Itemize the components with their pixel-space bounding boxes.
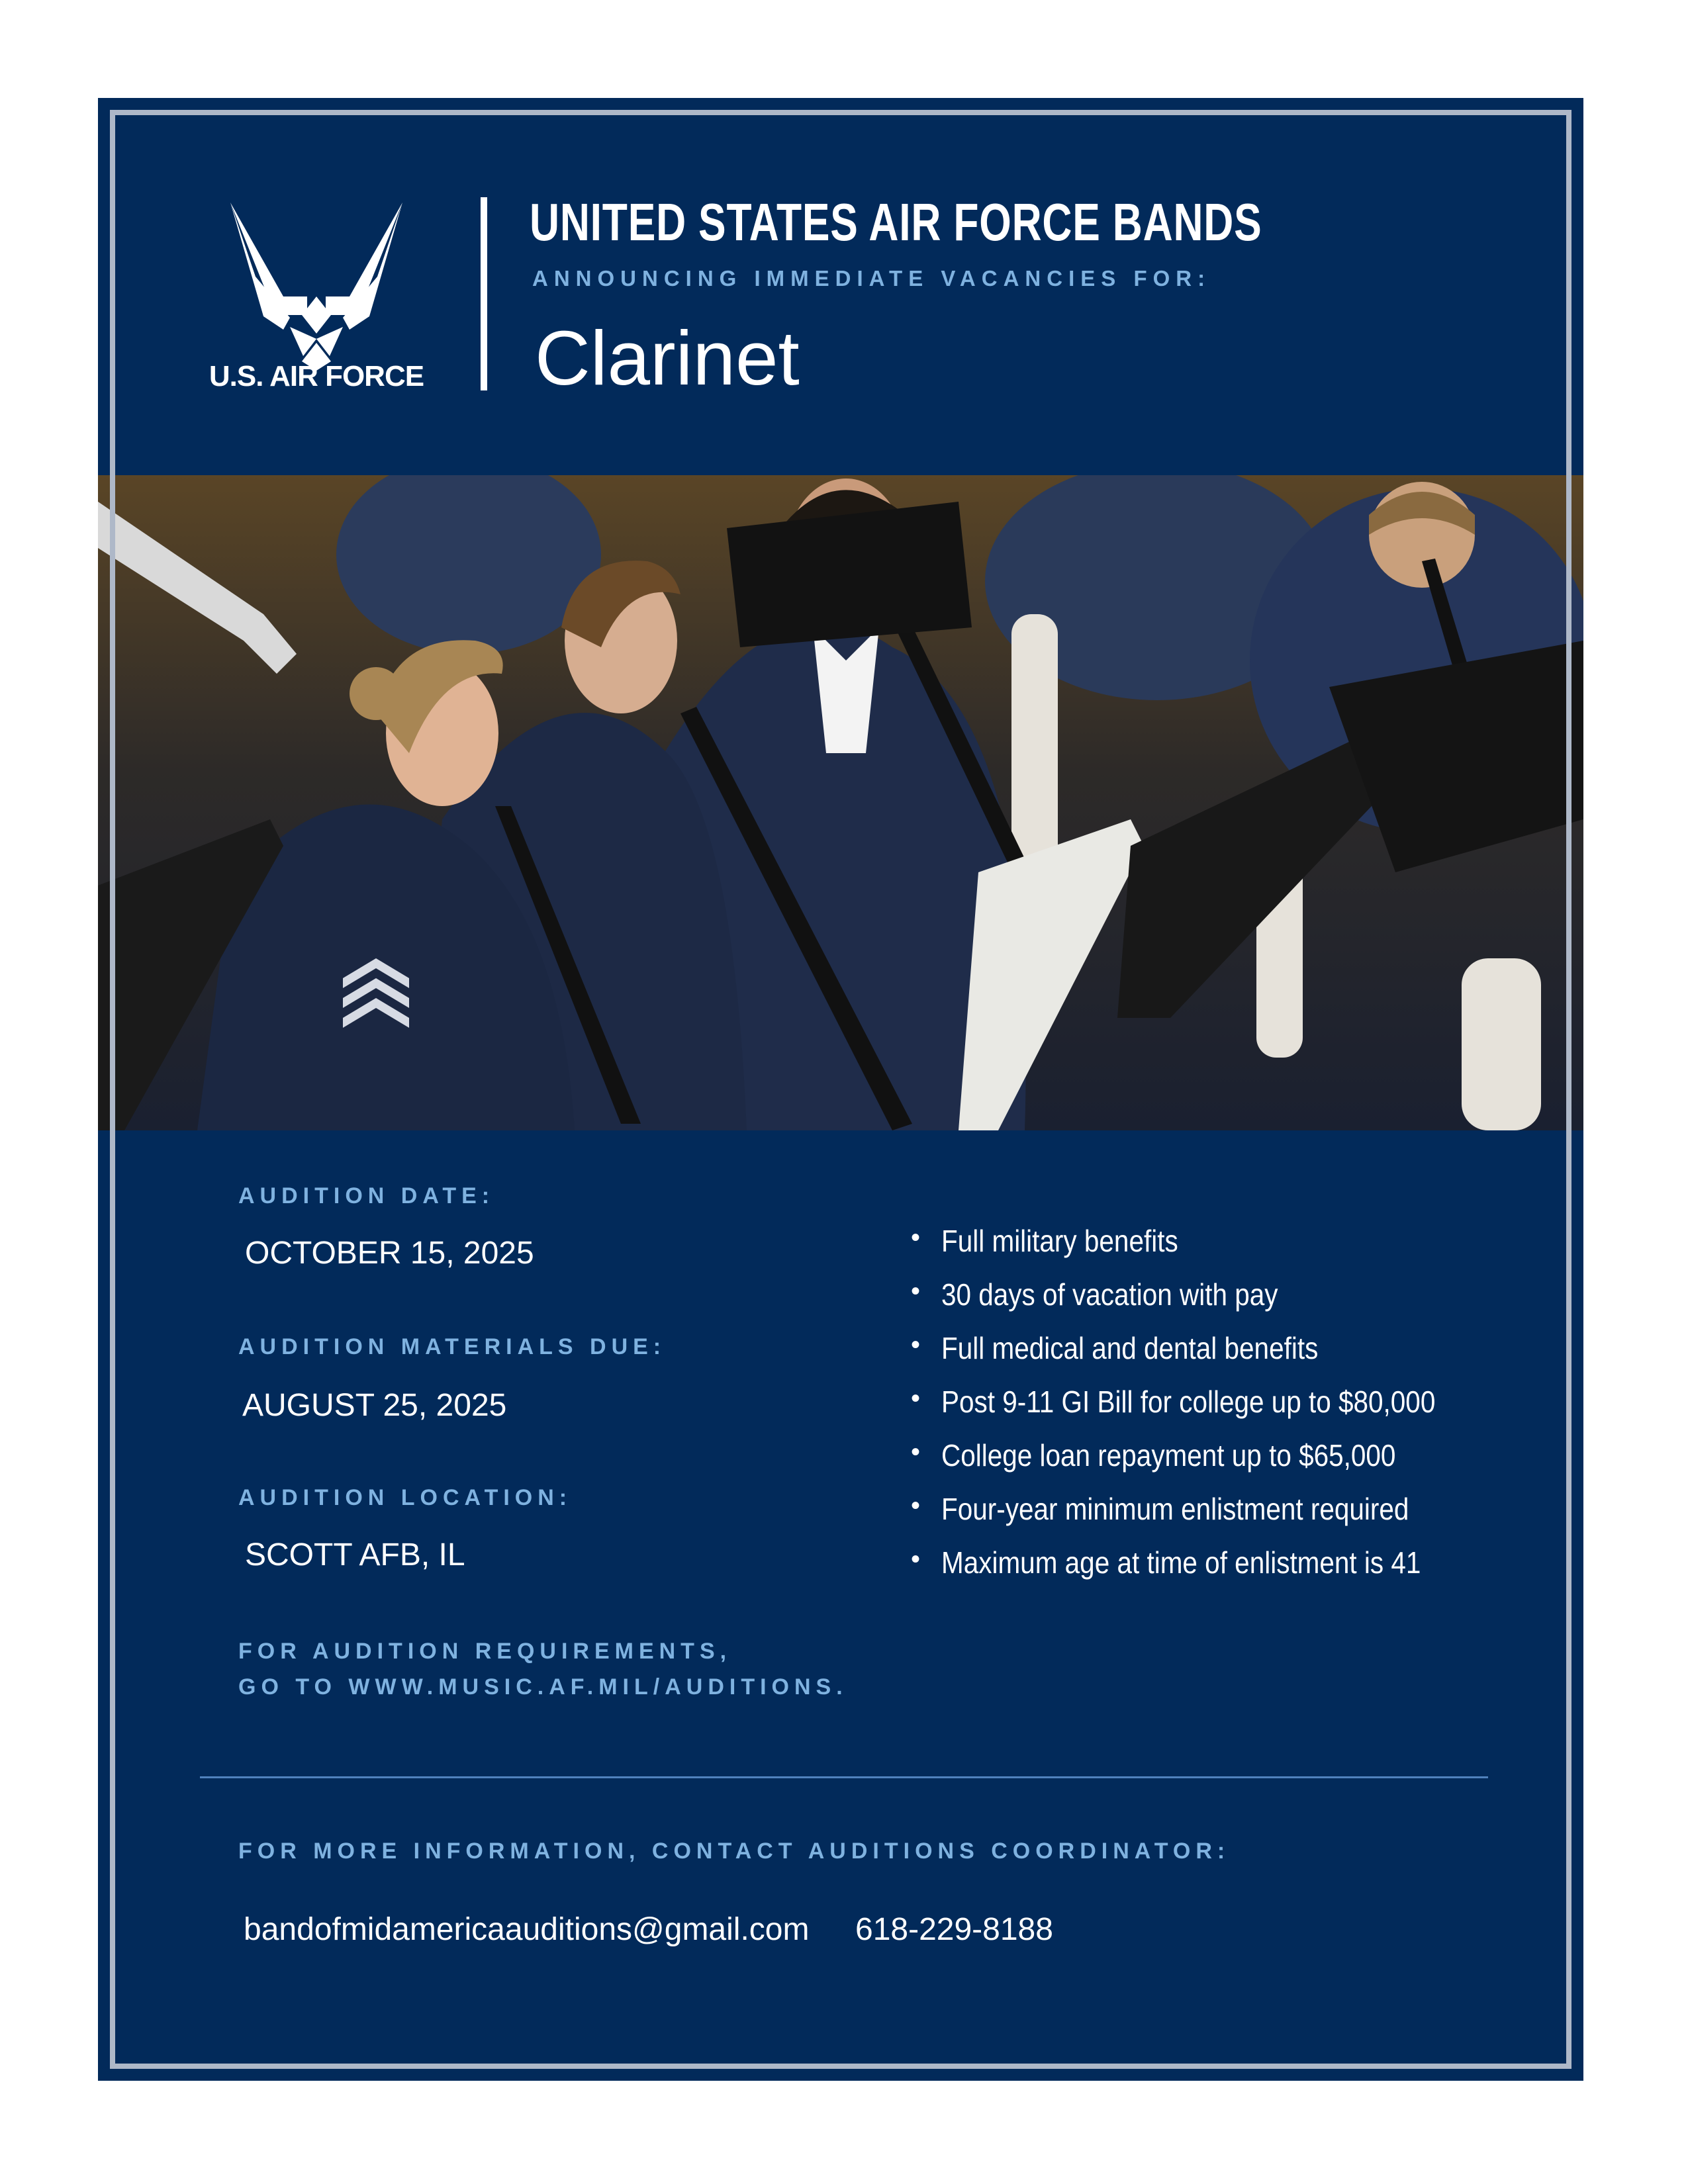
section-divider <box>200 1776 1488 1778</box>
requirements-link[interactable]: GO TO WWW.MUSIC.AF.MIL/AUDITIONS. <box>238 1674 848 1700</box>
list-item: • Maximum age at time of enlistment is 41 <box>911 1545 1421 1580</box>
instrument-title: Clarinet <box>535 315 800 401</box>
requirements-line-1: FOR AUDITION REQUIREMENTS, <box>238 1639 732 1664</box>
list-item: • Post 9-11 GI Bill for college up to $80,000 <box>911 1384 1436 1419</box>
chair-3 <box>1462 958 1541 1130</box>
audition-date-label: AUDITION DATE: <box>238 1183 495 1208</box>
header-divider <box>481 197 487 390</box>
materials-due-label: AUDITION MATERIALS DUE: <box>238 1334 667 1359</box>
materials-due-date: AUGUST 25, 2025 <box>242 1388 507 1423</box>
list-item: • Full medical and dental benefits <box>911 1330 1319 1365</box>
audition-location: SCOTT AFB, IL <box>245 1537 465 1572</box>
contact-label: FOR MORE INFORMATION, CONTACT AUDITIONS COORDINATOR: <box>238 1839 1231 1864</box>
organization-title: UNITED STATES AIR FORCE BANDS <box>530 193 1262 251</box>
benefits-list <box>911 1223 1503 1598</box>
list-item: • Four-year minimum enlistment required <box>911 1491 1409 1526</box>
list-item: • 30 days of vacation with pay <box>911 1277 1278 1312</box>
contact-phone[interactable]: 618-229-8188 <box>855 1912 1053 1947</box>
contact-email[interactable]: bandofmidamericaauditions@gmail.com <box>244 1912 810 1947</box>
audition-location-label: AUDITION LOCATION: <box>238 1485 573 1510</box>
audition-date: OCTOBER 15, 2025 <box>245 1236 534 1271</box>
announcement-line: ANNOUNCING IMMEDIATE VACANCIES FOR: <box>532 266 1211 291</box>
list-item: • Full military benefits <box>911 1223 1178 1258</box>
band-photo-illustration <box>98 475 1583 1130</box>
poster <box>98 98 1583 2081</box>
band-photo <box>98 475 1583 1130</box>
logo-wordmark: U.S. AIR FORCE <box>209 360 424 392</box>
list-item: • College loan repayment up to $65,000 <box>911 1437 1396 1473</box>
